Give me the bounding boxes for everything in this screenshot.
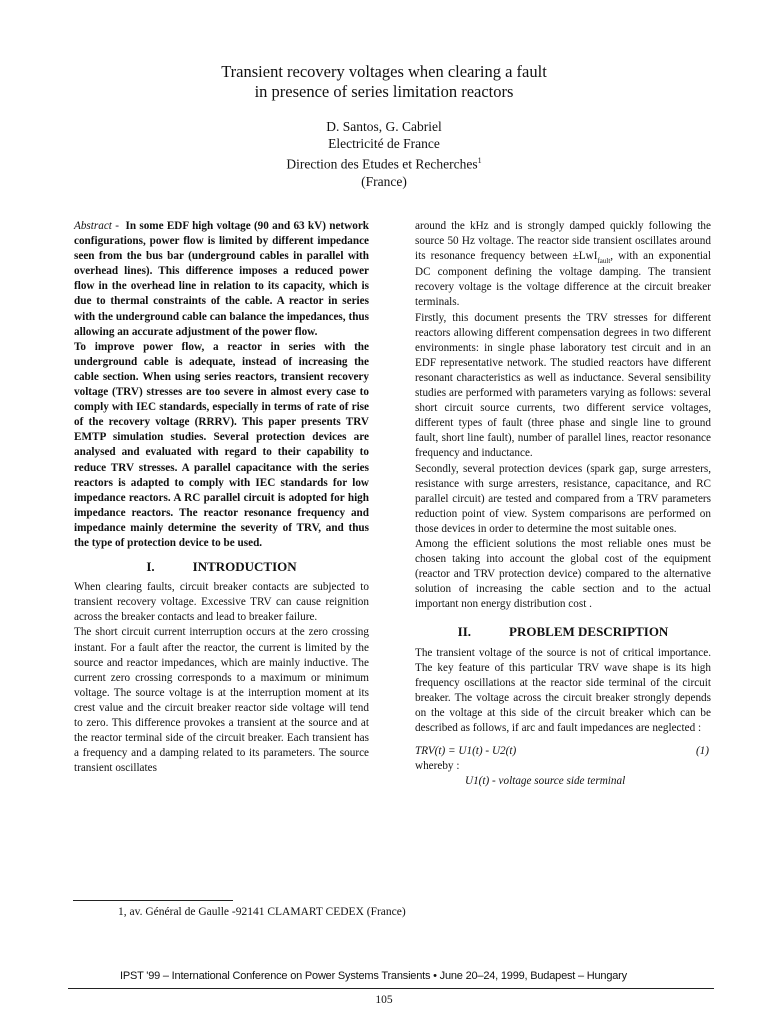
footnote-ref: 1 (477, 156, 482, 165)
left-column (74, 219, 369, 776)
title-line-1: Transient recovery voltages when clearing a fault (221, 62, 547, 81)
paper-title (0, 62, 768, 102)
abstract-paragraph-1 (74, 219, 369, 340)
section-heading-introduction (74, 559, 369, 574)
section-number: II. (457, 624, 472, 640)
equation-number: (1) (695, 745, 709, 758)
abstract-lead: Abstract - (74, 220, 119, 232)
intro-paragraph-2: The short circuit current interruption occurs at the zero crossing instant. For a fault after the reactor, the current is limited by the source and reactor impedances, which are mainly inductive. The current zero crossing corresponds to a maximum or minimum voltage. The source voltage is at the interruption moment at its crest value and the circuit breaker reactor side voltage will tend to zero. This difference provokes a transient at the source and at the reactor terminal side of the circuit breaker. Each transient has a frequency and a damping related to its parameters. The source transient oscillates (74, 626, 369, 775)
author-block (0, 118, 768, 190)
title-line-2: in presence of series limitation reactors (254, 82, 514, 101)
right-paragraph-1: around the kHz and is strongly damped quickly following the source 50 Hz voltage. The reactor side transient oscillates around its resonance frequency between ±LwI$_{fault}$, with an exponential DC component defining the voltage damping. The transient recovery voltage is the voltage difference at the circuit breaker terminals. (415, 220, 711, 309)
right-paragraph-3: Secondly, several protection devices (spark gap, surge arresters, resistance with surge arresters, resistance, capacitance, and RC parallel circuit) are tested and compared from a TRV parameters reduction point of view. System comparisons are performed on those devices in order to determine the most suitable ones. (415, 462, 711, 535)
equation-1 (415, 744, 711, 759)
section-title: INTRODUCTION (192, 559, 297, 575)
footnote-text: 1, av. Général de Gaulle -92141 CLAMART CEDEX (France) (118, 906, 406, 918)
author-organization: Electricité de France (328, 136, 440, 151)
footnote-divider (73, 900, 233, 901)
equation-text: TRV(t) = U1(t) - U2(t) (415, 745, 517, 758)
author-department: Direction des Etudes et Recherches$^1$ (286, 156, 482, 172)
footnote (118, 906, 406, 918)
abstract-paragraph-2: To improve power flow, a reactor in series with the underground cable is adequate, instead of increasing the cable section. When using series reactors, transient recovery voltage (TRV) stresses are too severe in almost every case to comply with IEC standards, especially in terms of rate of rise of the recovery voltage (RRRV). This paper presents TRV EMTP simulation studies. Several protection devices are analysed and evaluated with regard to their capability to reduce TRV stresses. A parallel capacitance with the series reactors is adapted to comply with IEC standards for low impedance reactors. A RC parallel circuit is adopted for high impedance reactors. The reactor resonance frequency and impedance mainly determine the severity of TRV, and thus the type of protection device to be used. (74, 340, 369, 549)
right-paragraph-2: Firstly, this document presents the TRV stresses for different reactors allowing different compensation degrees in two different environments: in single phase laboratory test circuit and in an EDF representative network. The studied reactors have different resonant characteristics as well as inductance. Several sensibility studies are performed with parameters varying as follows: several short circuit source currents, two different service voltages, different types of fault (three phase and single line to ground fault, short line fault), number of parallel lines, reactor resonance frequency and inductance. (415, 311, 711, 460)
right-column (415, 219, 711, 789)
page-number: 105 (375, 994, 393, 1006)
section-heading-problem-description (415, 624, 711, 639)
abstract-text-1: In some EDF high voltage (90 and 63 kV) network configurations, power flow is limited by different impedance seen from the bus bar (underground cables in parallel with overhead lines). This difference imposes a reduced power flow in the overhead line in relation to its capacity, which is due to thermal constraints of the cable. A reactor in series with the underground cable can balance the impedances, thus allowing an accurate adjustment of the power flow. (74, 220, 370, 338)
section-title: PROBLEM DESCRIPTION (509, 624, 669, 640)
problem-paragraph-1: The transient voltage of the source is not of critical importance. The key feature of this particular TRV wave shape is its high frequency oscillations at the reactor side terminal of the circuit breaker. The voltage across the circuit breaker strongly depends on the voltage at this side of the circuit breaker which can be described as follows, if arc and fault impedances are neglected : (415, 646, 711, 734)
right-paragraph-4: Among the efficient solutions the most reliable ones must be chosen taking into account the global cost of the equipment (reactor and TRV protection device) compared to the alternative solution of increasing the cable section and to the actual important non energy distribution cost . (415, 537, 711, 611)
author-country: (France) (361, 173, 407, 189)
author-names: D. Santos, G. Cabriel (326, 119, 442, 134)
footer-divider (68, 988, 714, 989)
conference-footer: IPST '99 – International Conference on Power Systems Transients • June 20–24, 1999, Budapest – Hungary (120, 970, 627, 982)
intro-paragraph-1: When clearing faults, circuit breaker contacts are subjected to transient recovery voltage. Excessive TRV can cause reignition across the breaker contacts and lead to breaker failure. (74, 581, 369, 624)
whereby-label: whereby : (415, 760, 460, 773)
subscript-fault: fault (597, 257, 611, 266)
section-number: I. (146, 559, 155, 575)
definition-u1: U1(t) - voltage source side terminal (465, 775, 626, 788)
